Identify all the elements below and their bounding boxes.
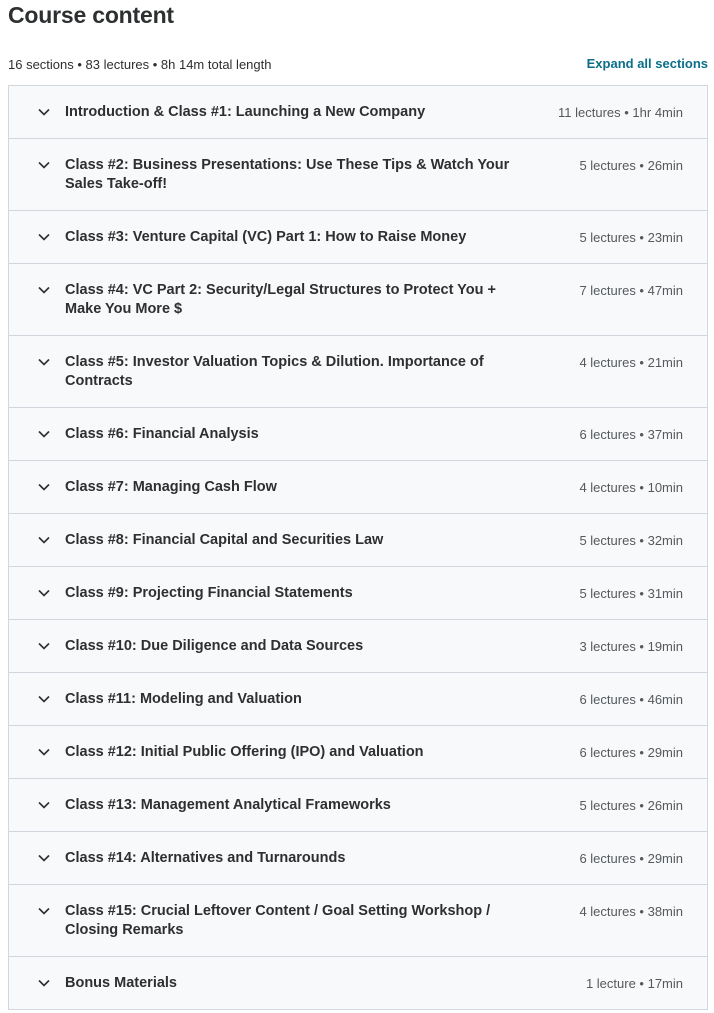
section-meta: 7 lectures • 47min — [579, 283, 683, 298]
chevron-down-icon — [37, 692, 51, 706]
chevron-down-icon — [37, 230, 51, 244]
section-row[interactable] — [9, 779, 707, 832]
section-title: Class #8: Financial Capital and Securities Law — [65, 532, 384, 548]
section-title: Class #13: Management Analytical Frameworks — [65, 797, 391, 813]
chevron-down-icon — [37, 355, 51, 369]
section-meta: 1 lecture • 17min — [585, 976, 683, 991]
section-meta: 4 lectures • 10min — [579, 480, 683, 495]
section-row[interactable] — [9, 514, 707, 567]
chevron-down-icon — [37, 427, 51, 441]
section-title: Class #12: Initial Public Offering (IPO) and Valuation — [65, 744, 424, 760]
section-title: Class #11: Modeling and Valuation — [65, 691, 302, 707]
chevron-down-icon — [37, 851, 51, 865]
section-row[interactable] — [9, 461, 707, 514]
chevron-down-icon — [37, 639, 51, 653]
section-meta: 4 lectures • 21min — [579, 355, 683, 370]
section-meta: 4 lectures • 38min — [579, 904, 683, 919]
section-meta: 6 lectures • 46min — [579, 692, 683, 707]
chevron-down-icon — [37, 158, 51, 172]
section-meta: 5 lectures • 23min — [579, 230, 683, 245]
section-meta: 6 lectures • 37min — [579, 427, 683, 442]
section-title: Class #15: Crucial Leftover Content / Goal Setting Workshop / Closing Remarks — [65, 903, 491, 938]
chevron-down-icon — [37, 798, 51, 812]
section-row[interactable] — [9, 264, 707, 336]
chevron-down-icon — [37, 904, 51, 918]
section-row[interactable] — [9, 832, 707, 885]
section-title: Class #14: Alternatives and Turnarounds — [65, 850, 346, 866]
section-row[interactable] — [9, 673, 707, 726]
section-row[interactable] — [9, 408, 707, 461]
section-row[interactable] — [9, 86, 707, 139]
chevron-down-icon — [37, 976, 51, 990]
section-row[interactable] — [9, 620, 707, 673]
chevron-down-icon — [37, 533, 51, 547]
section-meta: 5 lectures • 31min — [579, 586, 683, 601]
chevron-down-icon — [37, 105, 51, 119]
course-content-title: Course content — [8, 2, 174, 28]
section-title: Class #4: VC Part 2: Security/Legal Structures to Protect You + Make You More $ — [65, 282, 496, 317]
section-row[interactable] — [9, 726, 707, 779]
section-meta: 5 lectures • 32min — [579, 533, 683, 548]
section-title: Bonus Materials — [65, 975, 177, 991]
section-row[interactable] — [9, 211, 707, 264]
section-meta: 3 lectures • 19min — [579, 639, 683, 654]
chevron-down-icon — [37, 283, 51, 297]
section-title: Class #7: Managing Cash Flow — [65, 479, 277, 495]
section-title: Class #9: Projecting Financial Statements — [65, 585, 353, 601]
section-meta: 11 lectures • 1hr 4min — [558, 105, 683, 120]
section-title: Class #5: Investor Valuation Topics & Dilution. Importance of Contracts — [65, 354, 484, 389]
section-meta: 6 lectures • 29min — [579, 851, 683, 866]
section-meta: 6 lectures • 29min — [579, 745, 683, 760]
sections-list — [8, 85, 708, 1010]
section-meta: 5 lectures • 26min — [579, 158, 683, 173]
chevron-down-icon — [37, 745, 51, 759]
expand-all-sections-button[interactable]: Expand all sections — [586, 56, 708, 71]
chevron-down-icon — [37, 480, 51, 494]
section-title: Class #2: Business Presentations: Use These Tips & Watch Your Sales Take-off! — [65, 157, 510, 192]
section-meta: 5 lectures • 26min — [579, 798, 683, 813]
section-row[interactable] — [9, 567, 707, 620]
section-title: Introduction & Class #1: Launching a New Company — [65, 104, 426, 120]
course-summary: 16 sections • 83 lectures • 8h 14m total length — [8, 57, 272, 72]
section-row[interactable] — [9, 885, 707, 957]
section-title: Class #3: Venture Capital (VC) Part 1: How to Raise Money — [65, 229, 467, 245]
chevron-down-icon — [37, 586, 51, 600]
section-row[interactable] — [9, 336, 707, 408]
section-title: Class #10: Due Diligence and Data Sources — [65, 638, 364, 654]
section-row[interactable] — [9, 957, 707, 1010]
section-row[interactable] — [9, 139, 707, 211]
section-title: Class #6: Financial Analysis — [65, 426, 259, 442]
